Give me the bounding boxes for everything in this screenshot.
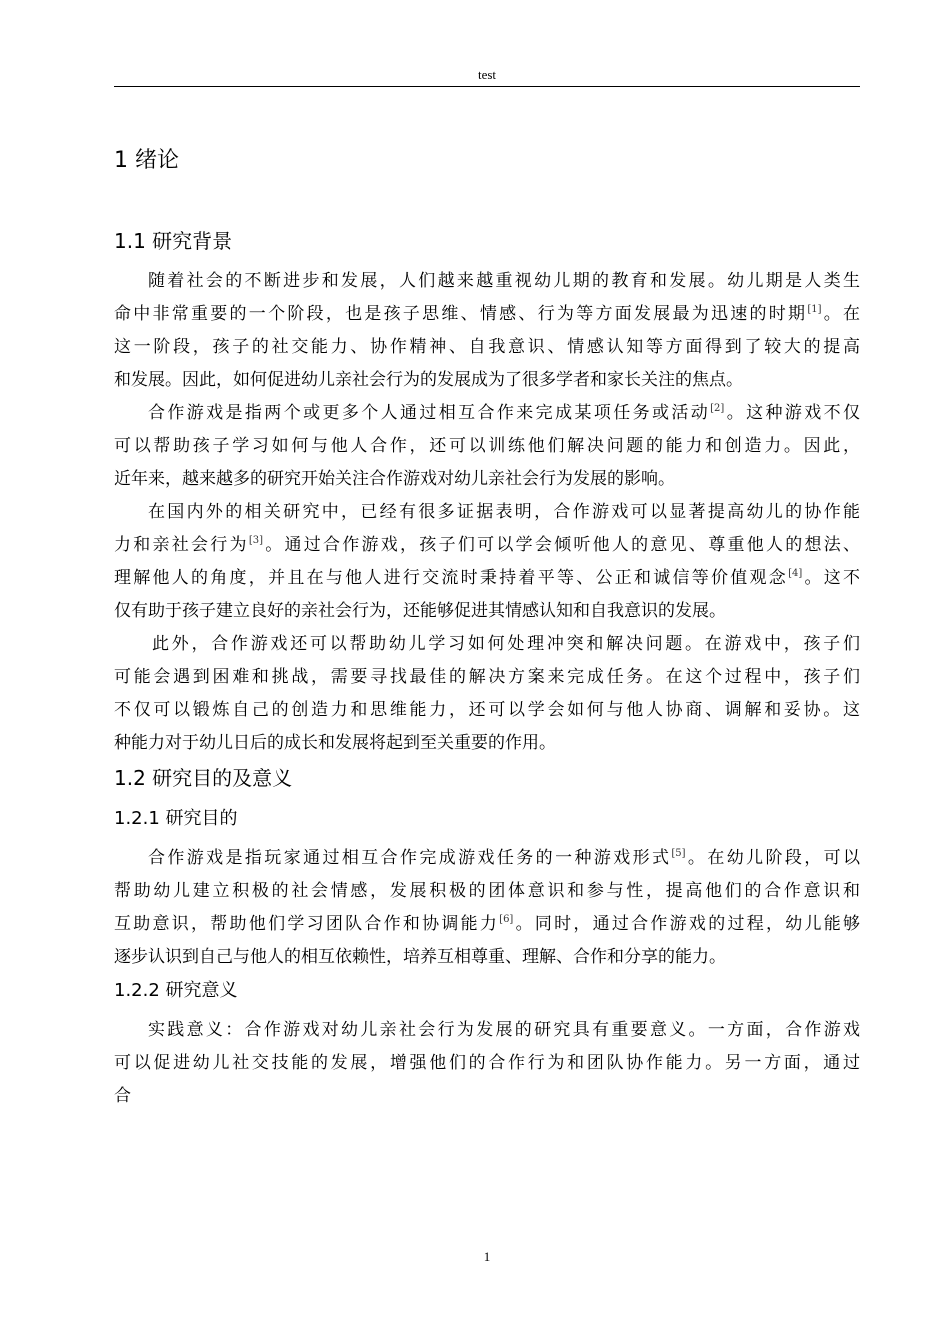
chapter-heading: 1 绪论 (114, 148, 179, 173)
section-heading-purpose: 1.2 研究目的及意义 (114, 766, 293, 790)
paragraph-line: 互助意识，帮助他们学习团队合作和协调能力[6]。同时，通过合作游戏的过程，幼儿能够 (114, 914, 860, 934)
section-heading-background: 1.1 研究背景 (114, 229, 233, 253)
paragraph-line: 在国内外的相关研究中，已经有很多证据表明，合作游戏可以显著提高幼儿的协作能 (148, 502, 860, 522)
paragraph-line: 这一阶段，孩子的社交能力、协作精神、自我意识、情感认知等方面得到了较大的提高 (114, 337, 860, 357)
paragraph-line: 不仅可以锻炼自己的创造力和思维能力，还可以学会如何与他人协商、调解和妥协。这 (114, 700, 860, 720)
subsection-heading-significance: 1.2.2 研究意义 (114, 980, 238, 1001)
paragraph-line: 可以帮助孩子学习如何与他人合作，还可以训练他们解决问题的能力和创造力。因此， (114, 436, 860, 456)
paragraph-line: 帮助幼儿建立积极的社会情感，发展积极的团体意识和参与性，提高他们的合作意识和 (114, 881, 860, 901)
paragraph-line: 和发展。因此，如何促进幼儿亲社会行为的发展成为了很多学者和家长关注的焦点。 (114, 370, 743, 390)
paragraph-line: 近年来，越来越多的研究开始关注合作游戏对幼儿亲社会行为发展的影响。 (114, 469, 675, 489)
paragraph-line: 力和亲社会行为[3]。通过合作游戏，孩子们可以学会倾听他人的意见、尊重他人的想法、 (114, 535, 861, 555)
citation-ref[interactable]: [4] (788, 568, 803, 579)
paragraph-line: 实践意义：合作游戏对幼儿亲社会行为发展的研究具有重要意义。一方面，合作游戏 (148, 1020, 860, 1040)
paragraph-line: 合 (114, 1086, 131, 1106)
page-number: 1 (483, 1249, 491, 1264)
paragraph-line: 可能会遇到困难和挑战，需要寻找最佳的解决方案来完成任务。在这个过程中，孩子们 (114, 667, 860, 687)
paragraph-line: 逐步认识到自己与他人的相互依赖性，培养互相尊重、理解、合作和分享的能力。 (114, 947, 726, 967)
paragraph-line: 此外，合作游戏还可以帮助幼儿学习如何处理冲突和解决问题。在游戏中，孩子们 (152, 634, 860, 654)
citation-ref[interactable]: [6] (499, 914, 514, 925)
citation-ref[interactable]: [5] (671, 848, 686, 859)
paragraph-line: 种能力对于幼儿日后的成长和发展将起到至关重要的作用。 (114, 733, 556, 753)
citation-ref[interactable]: [3] (248, 535, 263, 546)
page-header: test (477, 67, 497, 82)
citation-ref[interactable]: [1] (807, 304, 822, 315)
paragraph-line: 仅有助于孩子建立良好的亲社会行为，还能够促进其情感认知和自我意识的发展。 (114, 601, 726, 621)
paragraph-line: 命中非常重要的一个阶段，也是孩子思维、情感、行为等方面发展最为迅速的时期[1]。在 (114, 304, 861, 324)
header-rule (114, 86, 860, 87)
citation-ref[interactable]: [2] (710, 403, 725, 414)
paragraph-line: 合作游戏是指玩家通过相互合作完成游戏任务的一种游戏形式[5]。在幼儿阶段，可以 (148, 848, 861, 868)
paragraph-line: 可以促进幼儿社交技能的发展，增强他们的合作行为和团队协作能力。另一方面，通过 (114, 1053, 860, 1073)
paragraph-line: 合作游戏是指两个或更多个人通过相互合作来完成某项任务或活动[2]。这种游戏不仅 (148, 403, 861, 423)
paragraph-line: 理解他人的角度，并且在与他人进行交流时秉持着平等、公正和诚信等价值观念[4]。这不 (114, 568, 861, 588)
subsection-heading-purpose: 1.2.1 研究目的 (114, 808, 238, 829)
paragraph-line: 随着社会的不断进步和发展，人们越来越重视幼儿期的教育和发展。幼儿期是人类生 (148, 271, 860, 291)
